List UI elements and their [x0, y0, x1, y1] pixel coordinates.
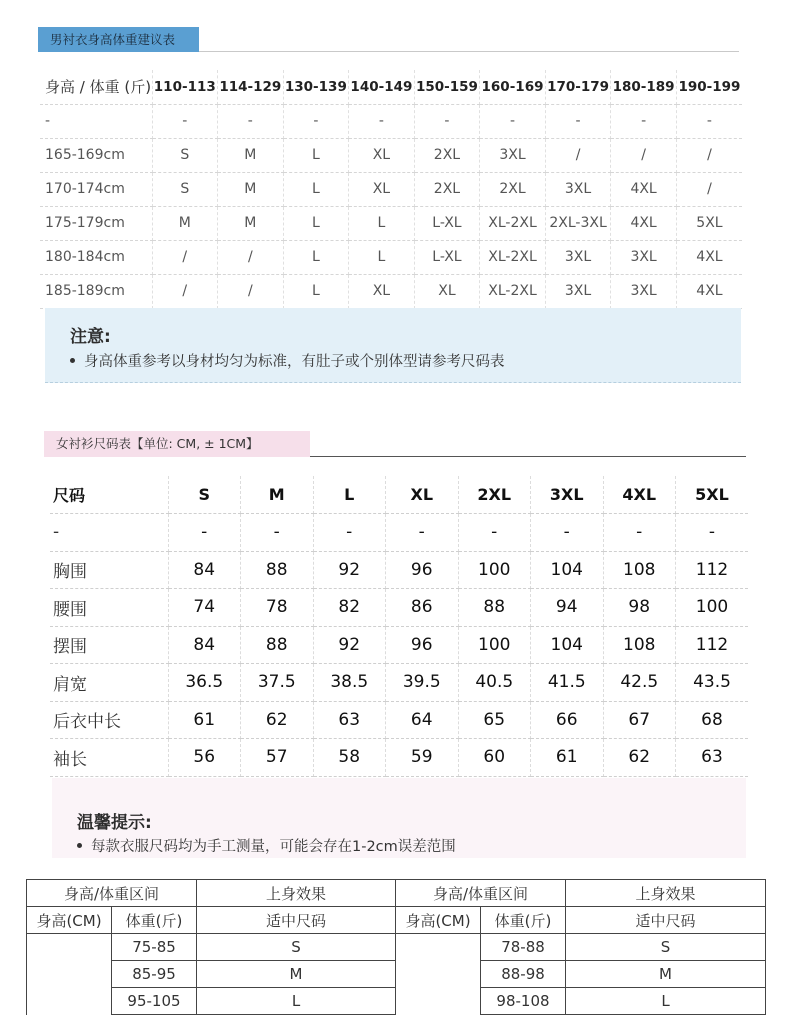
- table-cell: L: [349, 240, 415, 274]
- fit-header: 适中尺码: [197, 907, 396, 934]
- row-label: 185-189cm: [40, 274, 152, 308]
- column-header: 150-159: [414, 70, 480, 104]
- row-label: 肩宽: [50, 664, 168, 702]
- column-header: 160-169: [480, 70, 546, 104]
- table-cell: 59: [386, 739, 459, 777]
- table-cell: 75-85: [112, 934, 197, 961]
- table-cell: 3XL: [480, 138, 546, 172]
- table-cell: 4XL: [611, 206, 677, 240]
- table-cell: 86: [386, 589, 459, 627]
- table-row: [50, 551, 748, 589]
- weight-header: 体重(斤): [112, 907, 197, 934]
- table-cell: /: [611, 138, 677, 172]
- table-row: [40, 274, 742, 308]
- table-cell: S: [566, 934, 766, 961]
- table-cell: 88: [241, 626, 314, 664]
- table-header-row: [27, 880, 766, 907]
- table-cell: 42.5: [603, 664, 676, 702]
- table-cell: 40.5: [458, 664, 531, 702]
- column-header: 3XL: [531, 476, 604, 514]
- table-cell: 3XL: [545, 172, 611, 206]
- men-size-title: 男衬衣身高体重建议表: [38, 27, 199, 52]
- column-header: 110-113: [152, 70, 218, 104]
- weight-header: 体重(斤): [481, 907, 566, 934]
- row-header-label: 尺码: [50, 476, 168, 514]
- table-cell: -: [168, 514, 241, 552]
- table-cell: 62: [241, 701, 314, 739]
- column-header: 140-149: [349, 70, 415, 104]
- column-header: 130-139: [283, 70, 349, 104]
- table-cell: -: [152, 104, 218, 138]
- table-cell: 84: [168, 626, 241, 664]
- table-cell: 94: [531, 589, 604, 627]
- table-cell: -: [313, 514, 386, 552]
- column-header: M: [241, 476, 314, 514]
- table-cell: 66: [531, 701, 604, 739]
- table-cell: /: [676, 172, 742, 206]
- table-row: [50, 701, 748, 739]
- range-header: 身高/体重区间: [396, 880, 566, 907]
- table-cell: 63: [676, 739, 749, 777]
- table-row: [50, 664, 748, 702]
- table-cell: M: [197, 961, 396, 988]
- table-cell: 2XL-3XL: [545, 206, 611, 240]
- table-cell: -: [458, 514, 531, 552]
- table-cell: /: [152, 274, 218, 308]
- note-title: 温馨提示:: [77, 813, 152, 833]
- table-cell: L-XL: [414, 240, 480, 274]
- table-cell: XL-2XL: [480, 240, 546, 274]
- table-cell: 38.5: [313, 664, 386, 702]
- table-cell: L: [349, 206, 415, 240]
- table-cell: 104: [531, 551, 604, 589]
- table-cell: 58: [313, 739, 386, 777]
- table-cell: 96: [386, 551, 459, 589]
- table-cell: -: [603, 514, 676, 552]
- table-cell: S: [152, 172, 218, 206]
- table-cell: -: [283, 104, 349, 138]
- table-header-row: [50, 476, 748, 514]
- table-row: [40, 206, 742, 240]
- row-label: 180-184cm: [40, 240, 152, 274]
- table-cell: 112: [676, 551, 749, 589]
- height-weight-grid: [26, 879, 766, 1015]
- table-cell: 61: [168, 701, 241, 739]
- table-cell: /: [152, 240, 218, 274]
- table-cell: XL: [349, 138, 415, 172]
- table-cell: 62: [603, 739, 676, 777]
- column-header: 170-179: [545, 70, 611, 104]
- table-cell: 2XL: [480, 172, 546, 206]
- table-cell: XL: [414, 274, 480, 308]
- men-note-box: [45, 308, 741, 383]
- table-cell: M: [218, 138, 284, 172]
- table-cell: L: [197, 988, 396, 1015]
- table-cell: 65: [458, 701, 531, 739]
- table-cell: 4XL: [676, 240, 742, 274]
- table-cell: 92: [313, 626, 386, 664]
- table-cell: -: [241, 514, 314, 552]
- row-label: -: [50, 514, 168, 552]
- row-label: 175-179cm: [40, 206, 152, 240]
- table-cell: 112: [676, 626, 749, 664]
- table-cell: [396, 934, 481, 1015]
- table-cell: 5XL: [676, 206, 742, 240]
- table-cell: -: [480, 104, 546, 138]
- table-cell: 68: [676, 701, 749, 739]
- row-label: 170-174cm: [40, 172, 152, 206]
- row-label: 165-169cm: [40, 138, 152, 172]
- table-cell: -: [386, 514, 459, 552]
- table-cell: 108: [603, 626, 676, 664]
- column-header: 190-199: [676, 70, 742, 104]
- table-cell: 3XL: [545, 240, 611, 274]
- table-cell: 104: [531, 626, 604, 664]
- divider: [310, 456, 746, 457]
- column-header: L: [313, 476, 386, 514]
- row-label: 胸围: [50, 551, 168, 589]
- table-cell: 39.5: [386, 664, 459, 702]
- table-cell: /: [545, 138, 611, 172]
- column-header: 114-129: [218, 70, 284, 104]
- table-cell: 37.5: [241, 664, 314, 702]
- table-cell: -: [676, 514, 749, 552]
- effect-header: 上身效果: [566, 880, 766, 907]
- table-cell: 2XL: [414, 138, 480, 172]
- table-cell: 3XL: [545, 274, 611, 308]
- note-title: 注意:: [70, 327, 111, 347]
- table-cell: 100: [458, 551, 531, 589]
- height-header: 身高(CM): [396, 907, 481, 934]
- table-cell: M: [566, 961, 766, 988]
- table-cell: XL: [349, 172, 415, 206]
- table-row: [50, 589, 748, 627]
- table-cell: 95-105: [112, 988, 197, 1015]
- row-label: -: [40, 104, 152, 138]
- table-cell: 88: [241, 551, 314, 589]
- table-cell: -: [414, 104, 480, 138]
- table-row: [27, 934, 766, 961]
- table-cell: 60: [458, 739, 531, 777]
- column-header: 2XL: [458, 476, 531, 514]
- note-text: 身高体重参考以身材均匀为标准，有肚子或个别体型请参考尺码表: [84, 354, 505, 370]
- table-cell: 108: [603, 551, 676, 589]
- table-row: [40, 240, 742, 274]
- table-cell: 36.5: [168, 664, 241, 702]
- table-cell: L: [283, 206, 349, 240]
- table-cell: 98: [603, 589, 676, 627]
- table-cell: L: [283, 274, 349, 308]
- table-cell: L: [283, 240, 349, 274]
- table-cell: 85-95: [112, 961, 197, 988]
- table-cell: 88: [458, 589, 531, 627]
- table-cell: XL-2XL: [480, 206, 546, 240]
- row-label: 袖长: [50, 739, 168, 777]
- table-cell: L: [283, 172, 349, 206]
- table-cell: 43.5: [676, 664, 749, 702]
- column-header: XL: [386, 476, 459, 514]
- height-header: 身高(CM): [27, 907, 112, 934]
- table-cell: 78: [241, 589, 314, 627]
- table-cell: M: [218, 206, 284, 240]
- row-label: 后衣中长: [50, 701, 168, 739]
- table-cell: 84: [168, 551, 241, 589]
- table-cell: 4XL: [676, 274, 742, 308]
- table-cell: 74: [168, 589, 241, 627]
- table-cell: -: [218, 104, 284, 138]
- table-cell: 82: [313, 589, 386, 627]
- divider: [199, 51, 739, 52]
- table-cell: 100: [676, 589, 749, 627]
- table-cell: M: [152, 206, 218, 240]
- table-cell: L: [566, 988, 766, 1015]
- table-cell: 67: [603, 701, 676, 739]
- note-text: 每款衣服尺码均为手工测量，可能会存在1-2cm误差范围: [91, 839, 456, 855]
- table-cell: -: [611, 104, 677, 138]
- bullet-icon: [70, 358, 75, 363]
- table-row: [50, 626, 748, 664]
- table-cell: S: [197, 934, 396, 961]
- table-cell: 98-108: [481, 988, 566, 1015]
- row-header-label: 身高 / 体重 (斤): [40, 70, 152, 104]
- women-note-box: [52, 778, 746, 858]
- range-header: 身高/体重区间: [27, 880, 197, 907]
- table-header-row: [27, 907, 766, 934]
- table-cell: /: [218, 240, 284, 274]
- women-size-table: [50, 476, 748, 777]
- note-item: [77, 835, 456, 856]
- table-cell: 88-98: [481, 961, 566, 988]
- fit-header: 适中尺码: [566, 907, 766, 934]
- table-cell: -: [349, 104, 415, 138]
- column-header: S: [168, 476, 241, 514]
- table-cell: -: [531, 514, 604, 552]
- table-cell: S: [152, 138, 218, 172]
- table-cell: -: [545, 104, 611, 138]
- row-label: 腰围: [50, 589, 168, 627]
- table-cell: L-XL: [414, 206, 480, 240]
- table-cell: L: [283, 138, 349, 172]
- women-size-title: 女衬衫尺码表【单位: CM, ± 1CM】: [44, 431, 310, 457]
- men-size-table: [40, 70, 742, 309]
- table-cell: 92: [313, 551, 386, 589]
- table-cell: /: [676, 138, 742, 172]
- table-cell: [27, 934, 112, 1015]
- bullet-icon: [77, 843, 82, 848]
- row-label: 摆围: [50, 626, 168, 664]
- table-cell: 3XL: [611, 274, 677, 308]
- effect-header: 上身效果: [197, 880, 396, 907]
- note-item: [70, 350, 505, 371]
- table-row: [50, 739, 748, 777]
- column-header: 4XL: [603, 476, 676, 514]
- table-cell: 64: [386, 701, 459, 739]
- table-cell: 78-88: [481, 934, 566, 961]
- table-row: [40, 104, 742, 138]
- table-cell: 61: [531, 739, 604, 777]
- table-row: [40, 138, 742, 172]
- table-cell: 2XL: [414, 172, 480, 206]
- column-header: 5XL: [676, 476, 749, 514]
- table-row: [50, 514, 748, 552]
- table-cell: 56: [168, 739, 241, 777]
- table-cell: 100: [458, 626, 531, 664]
- table-cell: M: [218, 172, 284, 206]
- table-cell: /: [218, 274, 284, 308]
- table-cell: 3XL: [611, 240, 677, 274]
- table-cell: XL: [349, 274, 415, 308]
- table-row: [40, 172, 742, 206]
- table-header-row: [40, 70, 742, 104]
- table-cell: 96: [386, 626, 459, 664]
- table-cell: 41.5: [531, 664, 604, 702]
- table-cell: -: [676, 104, 742, 138]
- table-cell: 4XL: [611, 172, 677, 206]
- table-cell: 57: [241, 739, 314, 777]
- table-cell: XL-2XL: [480, 274, 546, 308]
- table-cell: 63: [313, 701, 386, 739]
- column-header: 180-189: [611, 70, 677, 104]
